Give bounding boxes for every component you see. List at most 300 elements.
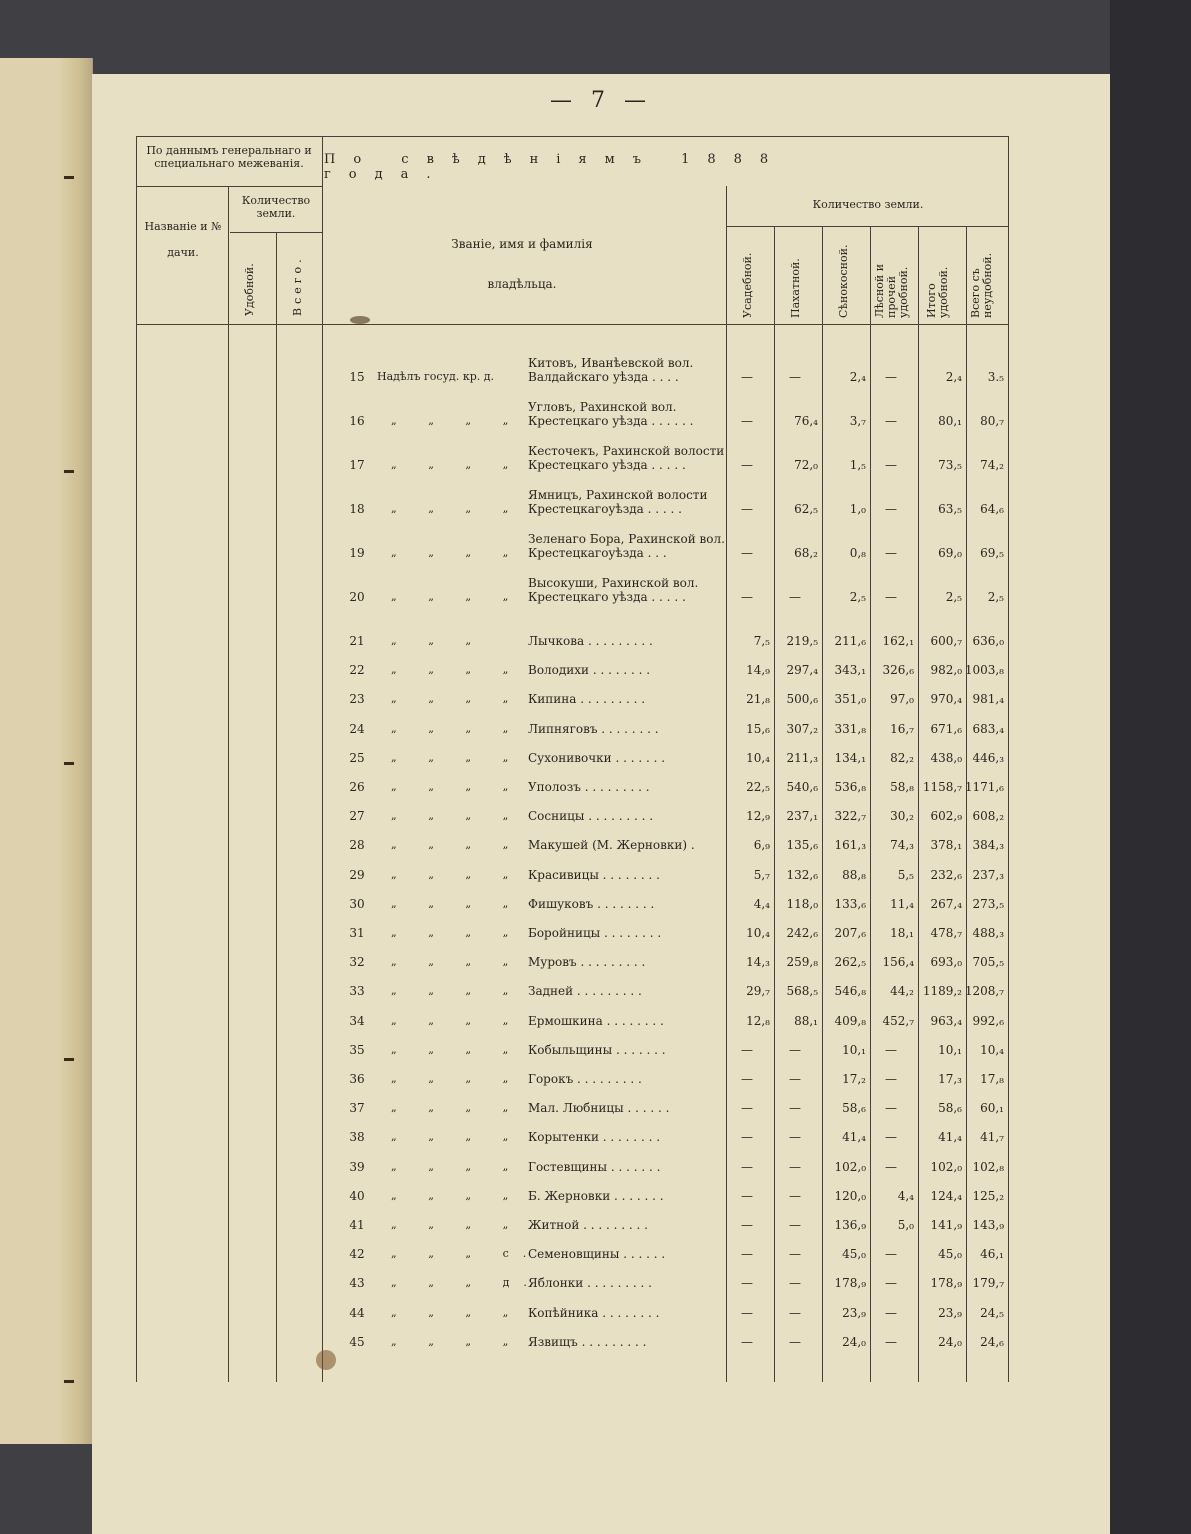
row-owner: „ „ „ „ [391,838,523,852]
cell-total-usable: 378,₁ [930,838,962,853]
row-owner: „ „ „ „ [391,1072,523,1085]
cell-arable: 242,₆ [786,926,818,940]
cell-total-usable: 80,₁ [938,414,962,428]
row-number: 30 [349,896,365,911]
header-general-survey: По даннымъ генеральнаго и специальнаго межеванія. [146,144,312,170]
cell-total-usable: 63,₅ [938,502,962,516]
cell-hayfield: 136,₉ [834,1218,866,1232]
row-number: 20 [349,590,365,604]
row-owner: „ „ „ „ [391,414,523,427]
cell-forest: 16,₇ [890,721,914,736]
row-owner: „ „ „ „ [391,590,523,603]
cell-total-usable: 141,₉ [930,1218,962,1232]
cell-forest: — [885,502,897,516]
cell-hayfield: 17,₂ [842,1072,866,1086]
cell-homestead: — [741,1247,753,1262]
cell-total-usable: 478,₇ [930,926,962,940]
cell-forest: 162,₁ [882,634,914,648]
cell-arable: 132,₆ [786,867,818,882]
row-number: 17 [349,458,365,472]
cell-forest: — [885,546,897,560]
cell-arable: — [789,1334,801,1349]
cell-homestead: — [741,1276,753,1291]
cell-total-with-unusable: 64,₆ [980,502,1004,516]
row-number: 41 [349,1218,365,1232]
cell-total-usable: 23,₉ [938,1305,962,1320]
cell-homestead: — [741,1101,753,1116]
row-name: Уполозъ . . . . . . . . . [528,780,650,794]
cell-forest: 74,₃ [890,838,914,853]
cell-hayfield: 2,₅ [849,590,866,604]
table-top-border [136,136,1008,137]
row-owner: „ „ „ „ [391,984,523,998]
cell-forest: — [885,1276,897,1291]
stitch-mark [64,470,74,473]
row-number: 42 [349,1247,365,1262]
cell-homestead: 14,₉ [746,663,770,678]
header-owner: Званіе, имя и фамилія владѣльца. [451,237,593,291]
cell-hayfield: 207,₆ [834,926,866,940]
cell-total-usable: 24,₀ [938,1334,962,1349]
table-row [92,974,1110,1002]
cell-homestead: — [741,546,753,560]
cell-hayfield: 24,₀ [842,1334,866,1349]
cell-arable: 68,₂ [794,546,818,560]
header-total-with-unusable: Всего съ неудобной. [969,252,994,318]
cell-hayfield: 322,₇ [834,809,866,824]
cell-homestead: — [741,1334,753,1349]
cell-hayfield: 134,₁ [834,750,866,765]
cell-homestead: 15,₆ [746,721,770,736]
row-name: Липняговъ . . . . . . . . [528,721,659,736]
cell-forest: — [885,1072,897,1086]
cell-homestead: 12,₈ [746,1013,770,1028]
cell-forest: 156,₄ [882,955,914,970]
cell-hayfield: 178,₉ [834,1276,866,1291]
row-owner: „ „ „ „ [391,867,523,881]
cell-total-with-unusable: 24,₆ [980,1334,1004,1349]
cell-total-with-unusable: 69,₅ [980,546,1004,560]
cell-hayfield: 211,₆ [834,634,866,648]
row-number: 24 [349,721,365,736]
cell-total-usable: 102,₀ [930,1159,962,1174]
cell-total-with-unusable: 273,₅ [972,896,1004,911]
table-row [92,741,1110,769]
cell-forest: 58,₈ [890,780,914,794]
cell-homestead: — [741,414,753,428]
cell-hayfield: 409,₈ [834,1013,866,1028]
book-gutter [58,58,92,1444]
cell-total-with-unusable: 1208,₇ [964,984,1004,999]
row-owner: „ „ „ „ [391,1159,523,1173]
cell-hayfield: 343,₁ [834,663,866,678]
cell-forest: — [885,1042,897,1057]
row-owner: „ „ „ „ [391,1013,523,1027]
cell-total-usable: 600,₇ [930,634,962,648]
page-number: — 7 — [550,88,652,113]
cell-forest: — [885,1159,897,1174]
cell-hayfield: 58,₆ [842,1101,866,1116]
row-name: Макушей (М. Жерновки) . [528,838,695,853]
table-row [92,945,1110,973]
cell-total-usable: 982,₀ [930,663,962,678]
cell-forest: 5,₀ [897,1218,914,1232]
table-row [92,1004,1110,1032]
table-row [92,858,1110,886]
cell-hayfield: 331,₈ [834,721,866,736]
row-name: Фишуковъ . . . . . . . . [528,896,655,911]
cell-forest: 5,₅ [897,867,914,882]
header-hayfield: Сѣнокосной. [837,244,850,318]
row-number: 23 [349,692,365,707]
cell-forest: 97,₀ [890,692,914,707]
header-arable: Пахатной. [789,258,802,318]
row-name: Копѣйника . . . . . . . . [528,1305,660,1320]
cell-arable: — [789,1218,801,1232]
cell-forest: 4,₄ [897,1188,914,1203]
stitch-mark [64,1380,74,1383]
cell-arable: 297,₄ [786,663,818,678]
cell-total-with-unusable: 636,₀ [972,634,1004,648]
cell-total-usable: 10,₁ [938,1042,962,1057]
cell-hayfield: 88,₈ [842,867,866,882]
cell-total-with-unusable: 3.₅ [987,370,1004,384]
table-row [92,400,1110,432]
table-row [92,532,1110,564]
cell-homestead: — [741,1305,753,1320]
cell-arable: 88,₁ [794,1013,818,1028]
cell-homestead: — [741,1188,753,1203]
cell-arable: — [789,1276,801,1291]
cell-total-with-unusable: 992,₆ [972,1013,1004,1028]
table-row [92,1179,1110,1207]
header-homestead: Усадебной. [741,252,754,318]
row-owner: „ „ „ „ [391,1130,523,1144]
row-number: 43 [349,1276,365,1291]
row-owner: „ „ „ „ [391,1218,523,1231]
cell-hayfield: 41,₄ [842,1130,866,1145]
cell-total-with-unusable: 981,₄ [972,692,1004,707]
cell-hayfield: 262,₅ [834,955,866,970]
stitch-mark [64,176,74,179]
cell-total-with-unusable: 41,₇ [980,1130,1004,1145]
cell-arable: 500,₆ [786,692,818,707]
row-number: 29 [349,867,365,882]
cell-homestead: — [741,370,753,384]
cell-hayfield: 133,₆ [834,896,866,911]
cell-total-with-unusable: 179,₇ [972,1276,1004,1291]
cell-total-with-unusable: 446,₃ [972,750,1004,765]
header-name-no: Названіе и № дачи. [144,220,222,259]
cell-arable: 568,₅ [786,984,818,999]
row-name: Лычкова . . . . . . . . . [528,634,653,648]
row-name: Сухонивочки . . . . . . . [528,750,666,765]
table-row [92,887,1110,915]
row-name: Красивицы . . . . . . . . [528,867,660,882]
cell-total-usable: 671,₆ [930,721,962,736]
table-row [92,1150,1110,1178]
cell-arable: — [789,590,801,604]
row-owner: „ „ „ „ [391,780,523,793]
cell-total-with-unusable: 60,₁ [980,1101,1004,1116]
row-number: 44 [349,1305,365,1320]
cell-arable: — [789,1247,801,1262]
cell-forest: — [885,1334,897,1349]
row-number: 19 [349,546,365,560]
cell-total-with-unusable: 10,₄ [980,1042,1004,1057]
row-owner: Надѣлъ госуд. кр. д. [377,370,495,383]
ink-stain [350,316,370,324]
row-owner: „ „ „ „ [391,955,523,969]
cell-total-usable: 73,₅ [938,458,962,472]
cell-forest: 18,₁ [890,926,914,940]
row-name: Боройницы . . . . . . . . [528,926,662,940]
cell-hayfield: 3,₇ [849,414,866,428]
row-owner: „ „ „ „ [391,663,523,677]
cell-total-with-unusable: 17,₈ [980,1072,1004,1086]
cell-total-with-unusable: 80,₇ [980,414,1004,428]
cell-total-usable: 267,₄ [930,896,962,911]
row-owner: „ „ „ „ [391,1042,523,1056]
rule [136,186,322,187]
header-title: По свѣдѣніямъ 1888 года. [324,152,787,182]
cell-homestead: — [741,1072,753,1086]
cell-total-with-unusable: 683,₄ [972,721,1004,736]
table-row [92,653,1110,681]
cell-total-with-unusable: 1003,₈ [964,663,1004,678]
row-number: 21 [349,634,365,648]
cell-arable: 135,₆ [786,838,818,853]
cell-total-usable: 178,₉ [930,1276,962,1291]
table-row [92,1208,1110,1236]
cell-total-with-unusable: 384,₃ [972,838,1004,853]
table-row [92,1266,1110,1294]
cell-homestead: 6,₉ [753,838,770,853]
cell-total-usable: 232,₆ [930,867,962,882]
header-land-amount-left: Количество земли. [241,194,311,220]
cell-arable: 72,₀ [794,458,818,472]
cell-hayfield: 23,₉ [842,1305,866,1320]
cell-homestead: — [741,502,753,516]
cell-total-usable: 124,₄ [930,1188,962,1203]
cell-homestead: — [741,1042,753,1057]
row-number: 40 [349,1188,365,1203]
table-row [92,682,1110,710]
table-row [92,916,1110,944]
table-row [92,444,1110,476]
row-name: Володихи . . . . . . . . [528,663,651,678]
row-number: 34 [349,1013,365,1028]
cell-forest: 44,₂ [890,984,914,999]
cell-total-usable: 58,₆ [938,1101,962,1116]
row-name: Житной . . . . . . . . . [528,1218,648,1232]
cell-forest: — [885,414,897,428]
cell-total-with-unusable: 608,₂ [972,809,1004,824]
cell-forest: — [885,370,897,384]
cell-arable: — [789,1305,801,1320]
cell-total-usable: 2,₅ [945,590,962,604]
cell-forest: — [885,1130,897,1145]
row-number: 22 [349,663,365,678]
stitch-mark [64,762,74,765]
cell-total-with-unusable: 102,₈ [972,1159,1004,1174]
row-number: 33 [349,984,365,999]
cell-hayfield: 2,₄ [849,370,866,384]
row-owner: „ „ „ „ [391,896,523,910]
row-name: Язвищъ . . . . . . . . . [528,1334,647,1349]
cell-arable: — [789,1072,801,1086]
cell-arable: 211,₃ [786,750,818,765]
cell-homestead: — [741,1130,753,1145]
row-owner: „ „ „ с. [391,1247,541,1261]
cell-total-with-unusable: 488,₃ [972,926,1004,940]
cell-homestead: — [741,458,753,472]
cell-arable: 540,₆ [786,780,818,794]
cell-total-with-unusable: 46,₁ [980,1247,1004,1262]
cell-arable: — [789,1101,801,1116]
row-name: Китовъ, Иванѣевской вол. Валдайскаго уѣзда . . . . [528,356,694,384]
row-name: Муровъ . . . . . . . . . [528,955,646,970]
cell-arable: 219,₅ [786,634,818,648]
row-number: 31 [349,926,365,940]
row-name: Зеленаго Бора, Рахинской вол. Крестецкагоуѣзда . . . [528,532,725,560]
cell-arable: — [789,1042,801,1057]
cell-total-with-unusable: 705,₅ [972,955,1004,970]
cell-hayfield: 0,₈ [849,546,866,560]
cell-hayfield: 1,₅ [849,458,866,472]
row-number: 15 [349,370,365,384]
cell-total-usable: 41,₄ [938,1130,962,1145]
header-total: Всего. [291,255,304,316]
cell-arable: 76,₄ [794,414,818,428]
row-name: Гостевщины . . . . . . . [528,1159,661,1174]
cell-homestead: — [741,1159,753,1174]
table-row [92,356,1110,388]
cell-arable: 62,₅ [794,502,818,516]
cell-arable: — [789,1130,801,1145]
table-row [92,799,1110,827]
table-row [92,1325,1110,1353]
cell-homestead: 4,₄ [753,896,770,911]
cell-forest: — [885,1101,897,1116]
row-number: 27 [349,809,365,824]
cell-homestead: 7,₅ [753,634,770,648]
cell-forest: 452,₇ [882,1013,914,1028]
cell-total-with-unusable: 74,₂ [980,458,1004,472]
row-name: Кипина . . . . . . . . . [528,692,646,707]
cell-hayfield: 102,₀ [834,1159,866,1174]
row-owner: „ „ „ [391,634,486,647]
document-page [92,74,1110,1534]
cell-forest: 30,₂ [890,809,914,824]
cell-arable: — [789,1188,801,1203]
row-name: Семеновщины . . . . . . [528,1247,666,1262]
cell-hayfield: 161,₃ [834,838,866,853]
cell-forest: — [885,458,897,472]
cell-forest: — [885,590,897,604]
cell-arable: 307,₂ [786,721,818,736]
table-row [92,1237,1110,1265]
cell-forest: — [885,1247,897,1262]
row-owner: „ „ „ „ [391,750,523,764]
cell-forest: 82,₂ [890,750,914,765]
row-name: Ямницъ, Рахинской волости Крестецкагоуѣзда . . . . . [528,488,708,516]
cell-total-usable: 602,₉ [930,809,962,824]
header-total-usable: Итого удобной. [925,266,950,318]
row-number: 39 [349,1159,365,1174]
row-owner: „ „ „ „ [391,1334,523,1348]
row-owner: „ „ „ „ [391,502,523,515]
row-owner: „ „ „ д. [391,1276,541,1290]
header-land-amount-right: Количество земли. [812,198,924,211]
cell-hayfield: 536,₈ [834,780,866,794]
row-owner: „ „ „ „ [391,1188,523,1202]
row-owner: „ „ „ „ [391,809,523,823]
row-number: 36 [349,1072,365,1086]
row-name: Корытенки . . . . . . . . [528,1130,661,1145]
table-row [92,1033,1110,1061]
cell-homestead: 10,₄ [746,750,770,765]
cell-homestead: 29,₇ [746,984,770,999]
cell-arable: 118,₀ [786,896,818,911]
cell-arable: — [789,1159,801,1174]
cell-total-with-unusable: 125,₂ [972,1188,1004,1203]
cell-homestead: — [741,590,753,604]
row-owner: „ „ „ „ [391,926,523,939]
row-name: Б. Жерновки . . . . . . . [528,1188,664,1203]
row-number: 16 [349,414,365,428]
cell-total-usable: 1158,₇ [922,780,962,794]
cell-total-with-unusable: 237,₃ [972,867,1004,882]
ink-stain [316,1350,336,1370]
cell-total-with-unusable: 143,₉ [972,1218,1004,1232]
row-name: Ермошкина . . . . . . . . [528,1013,664,1028]
row-name: Горокъ . . . . . . . . . [528,1072,642,1086]
row-owner: „ „ „ „ [391,1101,523,1115]
header-bottom-border [136,324,1008,325]
table-row [92,1062,1110,1090]
table-row [92,624,1110,652]
cell-hayfield: 120,₀ [834,1188,866,1203]
row-number: 28 [349,838,365,853]
row-number: 45 [349,1334,365,1349]
cell-arable: — [789,370,801,384]
cell-total-usable: 963,₄ [930,1013,962,1028]
cell-total-usable: 1189,₂ [922,984,962,999]
cell-hayfield: 351,₀ [834,692,866,707]
cell-forest: 326,₆ [882,663,914,678]
header-forest: Лѣсной и прочей удобной. [873,263,910,318]
table-row [92,576,1110,608]
row-number: 35 [349,1042,365,1057]
cell-total-with-unusable: 24,₅ [980,1305,1004,1320]
table-row [92,1091,1110,1119]
cell-total-usable: 970,₄ [930,692,962,707]
cell-homestead: — [741,1218,753,1232]
table-row [92,770,1110,798]
cell-homestead: 12,₉ [746,809,770,824]
cell-total-usable: 17,₃ [938,1072,962,1086]
row-name: Задней . . . . . . . . . [528,984,642,999]
table-row [92,1120,1110,1148]
row-number: 25 [349,750,365,765]
table-row [92,828,1110,856]
row-number: 26 [349,780,365,794]
row-name: Кесточекъ, Рахинской волости Крестецкаго уѣзда . . . . . [528,444,725,472]
row-owner: „ „ „ „ [391,1305,523,1319]
row-name: Угловъ, Рахинской вол. Крестецкаго уѣзда . . . . . . [528,400,694,428]
cell-homestead: 5,₇ [753,867,770,882]
